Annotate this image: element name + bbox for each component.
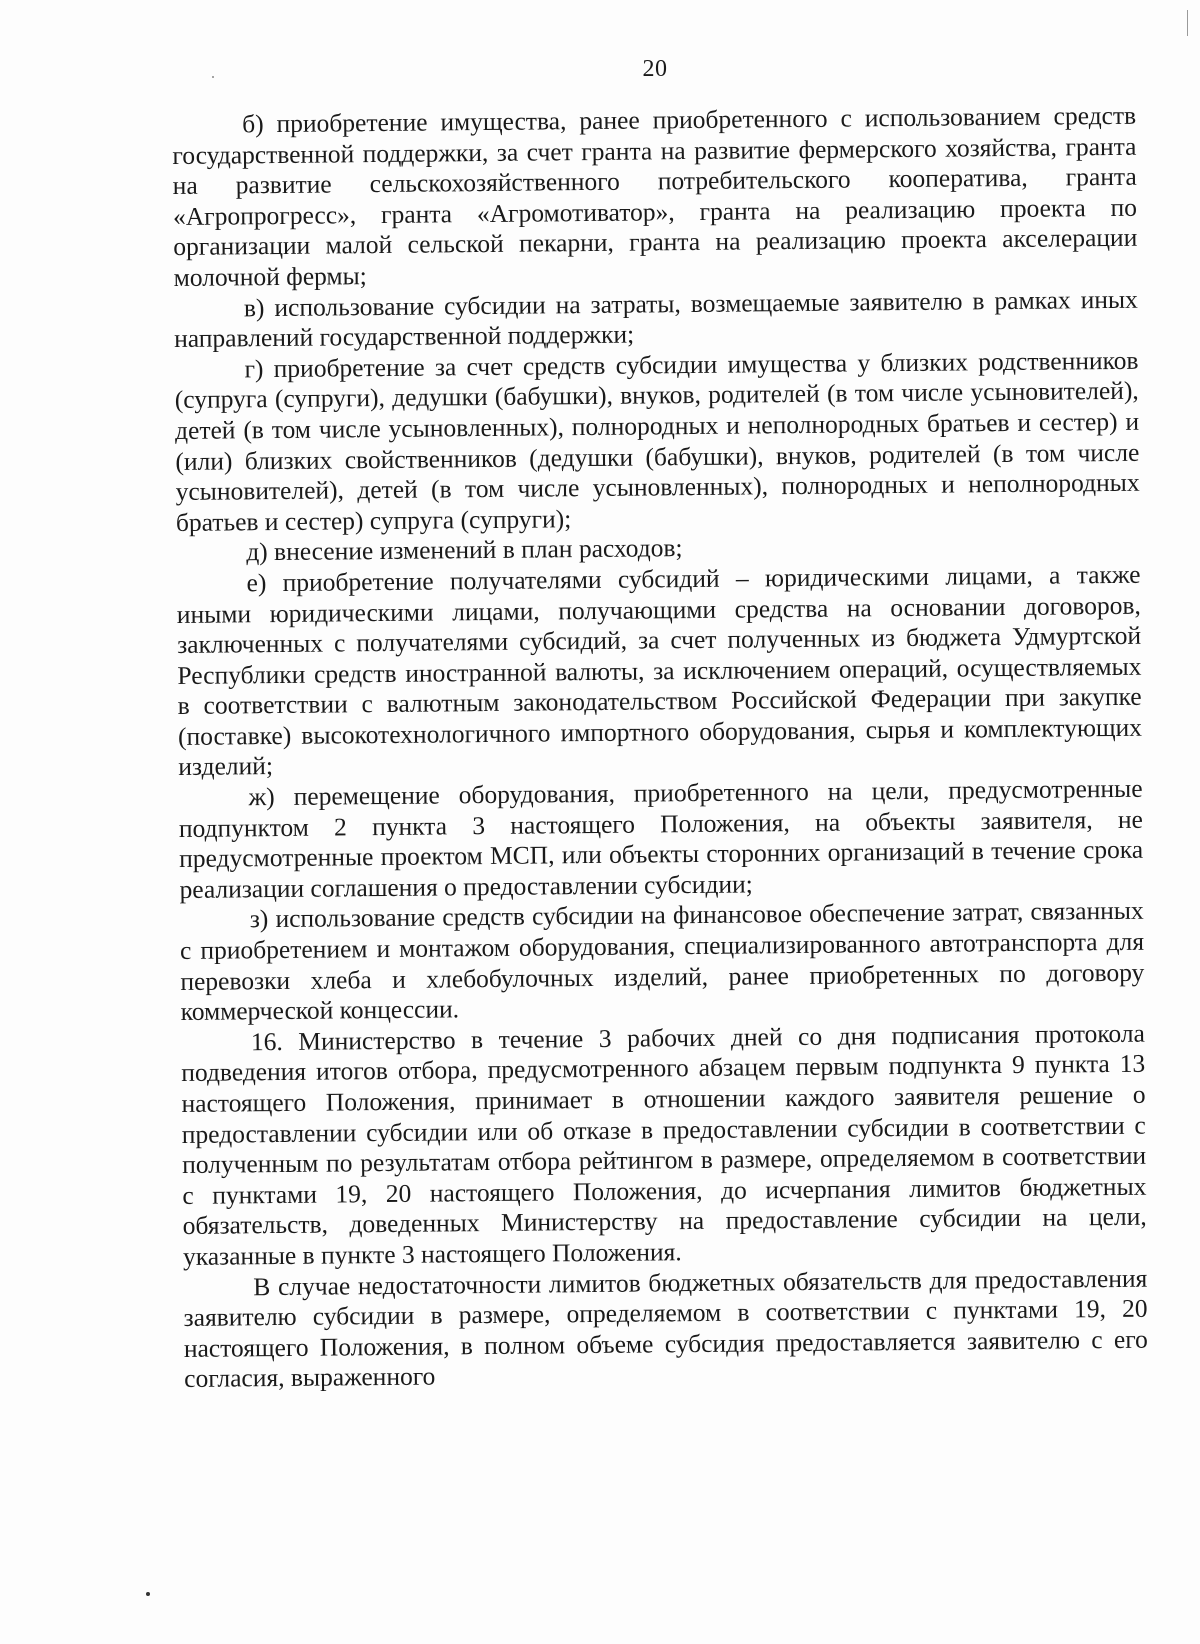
scan-speck [146, 1592, 150, 1596]
paragraph-zh: ж) перемещение оборудования, приобретенного на цели, предусмотренные подпунктом 2 пункта 3 настоящего Положения, на объекты заявителя, не предусмотренные проектом МСП, или объекты сторонних организаций в течение срока реализации соглашения о предоставлении субсидии; [178, 773, 1144, 904]
paragraph-e: е) приобретение получателями субсидий – юридическими лицами, а также иными юридическими лицами, получающими средства на основании договоров, заключенных с получателями субсидий, за счет полученных из бюджета Удмуртской Республики средств иностранной валюты, за исключением операций, осуществляемых в соответствии с валютным законодательством Российской Федерации при закупке (поставке) высокотехнологичного импортного оборудования, сырья и комплектующих изделий; [176, 559, 1143, 782]
page-number: 20 [642, 56, 668, 82]
paragraph-z: з) использование средств субсидии на финансовое обеспечение затрат, связанных с приобретением и монтажом оборудования, специализированного автотранспорта для перевозки хлеба и хлебобулочных изделий, ранее приобретенных по договору коммерческой концессии. [179, 896, 1145, 1027]
paragraph-v: в) использование субсидии на затраты, возмещаемые заявителю в рамках иных направлений государственной поддержки; [174, 284, 1138, 354]
document-body [172, 101, 1148, 1395]
paragraph-d: д) внесение изменений в план расходов; [246, 533, 683, 567]
paragraph-b: б) приобретение имущества, ранее приобретенного с использованием средств государственной поддержки, за счет гранта на развитие фермерского хозяйства, гранта на развитие сельскохозяйственного потребительского кооператива, гранта «Агропрогресс», гранта «Агромотиватор», гранта на реализацию проекта по организации малой сельской пекарни, гранта на реализацию проекта акселерации молочной фермы; [172, 100, 1138, 292]
scan-edge-mark [1187, 10, 1188, 36]
scan-speck [212, 76, 214, 78]
paragraph-g: г) приобретение за счет средств субсидии имущества у близких родственников (супруга (супруги), дедушки (бабушки), внуков, родителей (в том числе усыновителей), детей (в том числе усыновленных), полнородных и неполнородных братьев и сестер) и (или) близких свойственников (дедушки (бабушки), внуков, родителей (в том числе усыновителей), детей (в том числе усыновленных), полнородных и неполнородных братьев и сестер) супруга (супруги); [174, 345, 1140, 537]
paragraph-insufficient-limits: В случае недостаточности лимитов бюджетных обязательств для предоставления заявителю субсидии в размере, определяемом в соответствии с пунктами 19, 20 настоящего Положения, в полном объеме субсидия предоставляется заявителю с его согласия, выраженного [183, 1263, 1148, 1394]
paragraph-16: 16. Министерство в течение 3 рабочих дней со дня подписания протокола подведения итогов отбора, предусмотренного абзацем первым подпункта 9 пункта 13 настоящего Положения, принимает в отношении каждого заявителя решение о предоставлении субсидии или об отказе в предоставлении субсидии в соответствии с полученным по результатам отбора рейтингом в размере, определяемом в соответствии с пунктами 19, 20 настоящего Положения, до исчерпания лимитов бюджетных обязательств, доведенных Министерству на предоставление субсидии на цели, указанные в пункте 3 настоящего Положения. [181, 1018, 1147, 1271]
